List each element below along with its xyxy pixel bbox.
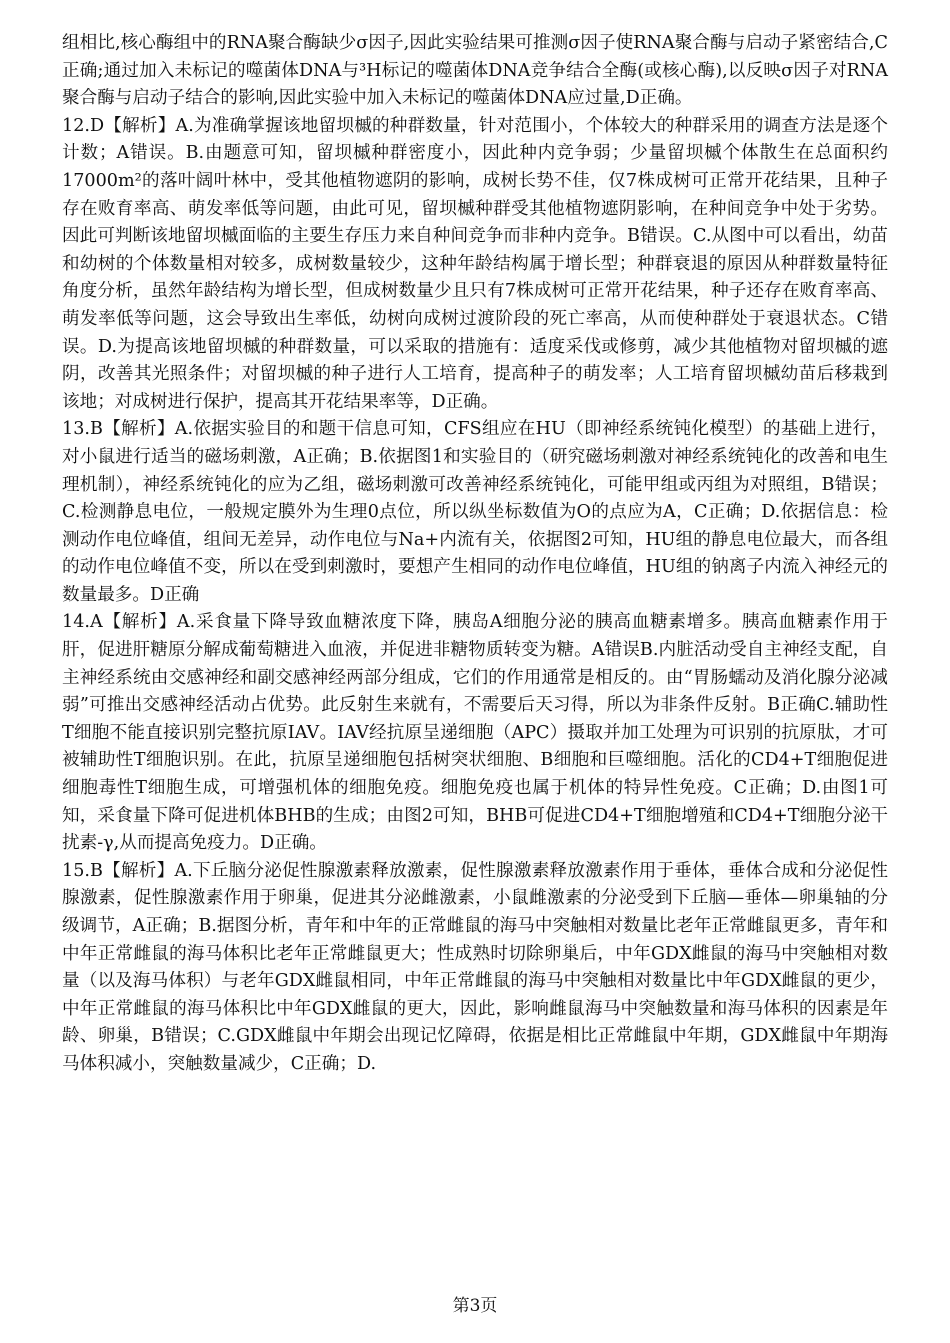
answer-12: 12.D【解析】A.为准确掌握该地留坝槭的种群数量，针对范围小，个体较大的种群采用的调查方法是逐个计数；A错误。B.由题意可知，留坝槭种群密度小，因此种内竞争弱；少量留坝槭个体散生在总面积约17000m²的落叶阔叶林中，受其他植物遮阴的影响，成树长势不佳，仅7株成树可正常开花结果，且种子存在败育率高、萌发率低等问题，由此可见，留坝槭种群受其他植物遮阴影响，在种间竞争中处于劣势。因此可判断该地留坝槭面临的主要生存压力来自种间竞争而非种内竞争。B错误。C.从图中可以看出，幼苗和幼树的个体数量相对较多，成树数量较少，这种年龄结构属于增长型；种群衰退的原因从种群数量特征角度分析，虽然年龄结构为增长型，但成树数量少且只有7株成树可正常开花结果，种子还存在败育率高、萌发率低等问题，这会导致出生率低，幼树向成树过渡阶段的死亡率高，从而使种群处于衰退状态。C错误。D.为提高该地留坝槭的种群数量，可以采取的措施有：适度采伐或修剪，减少其他植物对留坝槭的遮阴，改善其光照条件；对留坝槭的种子进行人工培育，提高种子的萌发率；人工培育留坝槭幼苗后移栽到该地；对成树进行保护，提高其开花结果率等，D正确。: [62, 115, 888, 412]
document-body: [62, 30, 888, 1079]
page-number: 第3页: [452, 1296, 498, 1316]
answer-14: 14.A【解析】A.采食量下降导致血糖浓度下降，胰岛A细胞分泌的胰高血糖素增多。胰高血糖素作用于肝，促进肝糖原分解成葡萄糖进入血液，并促进非糖物质转变为糖。A错误B.内脏活动受自主神经支配，自主神经系统由交感神经和副交感神经两部分组成，它们的作用通常是相反的。由“胃肠蠕动及消化腺分泌减弱”可推出交感神经活动占优势。此反射生来就有，不需要后天习得，所以为非条件反射。B正确C.辅助性T细胞不能直接识别完整抗原IAV。IAV经抗原呈递细胞（APC）摄取并加工处理为可识别的抗原肽，才可被辅助性T细胞识别。在此，抗原呈递细胞包括树突状细胞、B细胞和巨噬细胞。活化的CD4+T细胞促进细胞毒性T细胞生成，可增强机体的细胞免疫。细胞免疫也属于机体的特异性免疫。C正确；D.由图1可知，采食量下降可促进机体BHB的生成；由图2可知，BHB可促进CD4+T细胞增殖和CD4+T细胞分泌干扰素-γ,从而提高免疫力。D正确。: [62, 612, 888, 854]
answer-13: 13.B【解析】A.依据实验目的和题干信息可知，CFS组应在HU（即神经系统钝化模型）的基础上进行，对小鼠进行适当的磁场刺激，A正确；B.依据图1和实验目的（研究磁场刺激对神经系统钝化的改善和电生理机制），神经系统钝化的应为乙组，磁场刺激可改善神经系统钝化，可能甲组或丙组为对照组，B错误；C.检测静息电位，一般规定膜外为生理0点位，所以纵坐标数值为O的点应为A，C正确；D.依据信息：检测动作电位峰值，组间无差异，动作电位与Na+内流有关，依据图2可知，HU组的静息电位最大，而各组的动作电位峰值不变，所以在受到刺激时，要想产生相同的动作电位峰值，HU组的钠离子内流入神经元的数量最多。D正确: [62, 419, 888, 605]
answer-15: 15.B【解析】A.下丘脑分泌促性腺激素释放激素，促性腺激素释放激素作用于垂体，垂体合成和分泌促性腺激素，促性腺激素作用于卵巢，促进其分泌雌激素，小鼠雌激素的分泌受到下丘脑—垂体—卵巢轴的分级调节，A正确；B.据图分析，青年和中年的正常雌鼠的海马中突触相对数量比老年正常雌鼠更多，青年和中年正常雌鼠的海马体积比老年正常雌鼠更大；性成熟时切除卵巢后，中年GDX雌鼠的海马中突触相对数量（以及海马体积）与老年GDX雌鼠相同，中年正常雌鼠的海马中突触相对数量比中年GDX雌鼠的更少，中年正常雌鼠的海马体积比中年GDX雌鼠的更大，因此，影响雌鼠海马中突触数量和海马体积的因素是年龄、卵巢，B错误；C.GDX雌鼠中年期会出现记忆障碍，依据是相比正常雌鼠中年期，GDX雌鼠中年期海马体积减小，突触数量减少，C正确；D.: [62, 860, 888, 1074]
intro-paragraph: 组相比,核心酶组中的RNA聚合酶缺少σ因子,因此实验结果可推测σ因子使RNA聚合酶与启动子紧密结合,C正确;通过加入未标记的噬菌体DNA与³H标记的噬菌体DNA竞争结合全酶(或核心酶),以反映σ因子对RNA聚合酶与启动子结合的影响,因此实验中加入未标记的噬菌体DNA应过量,D正确。: [62, 33, 888, 109]
